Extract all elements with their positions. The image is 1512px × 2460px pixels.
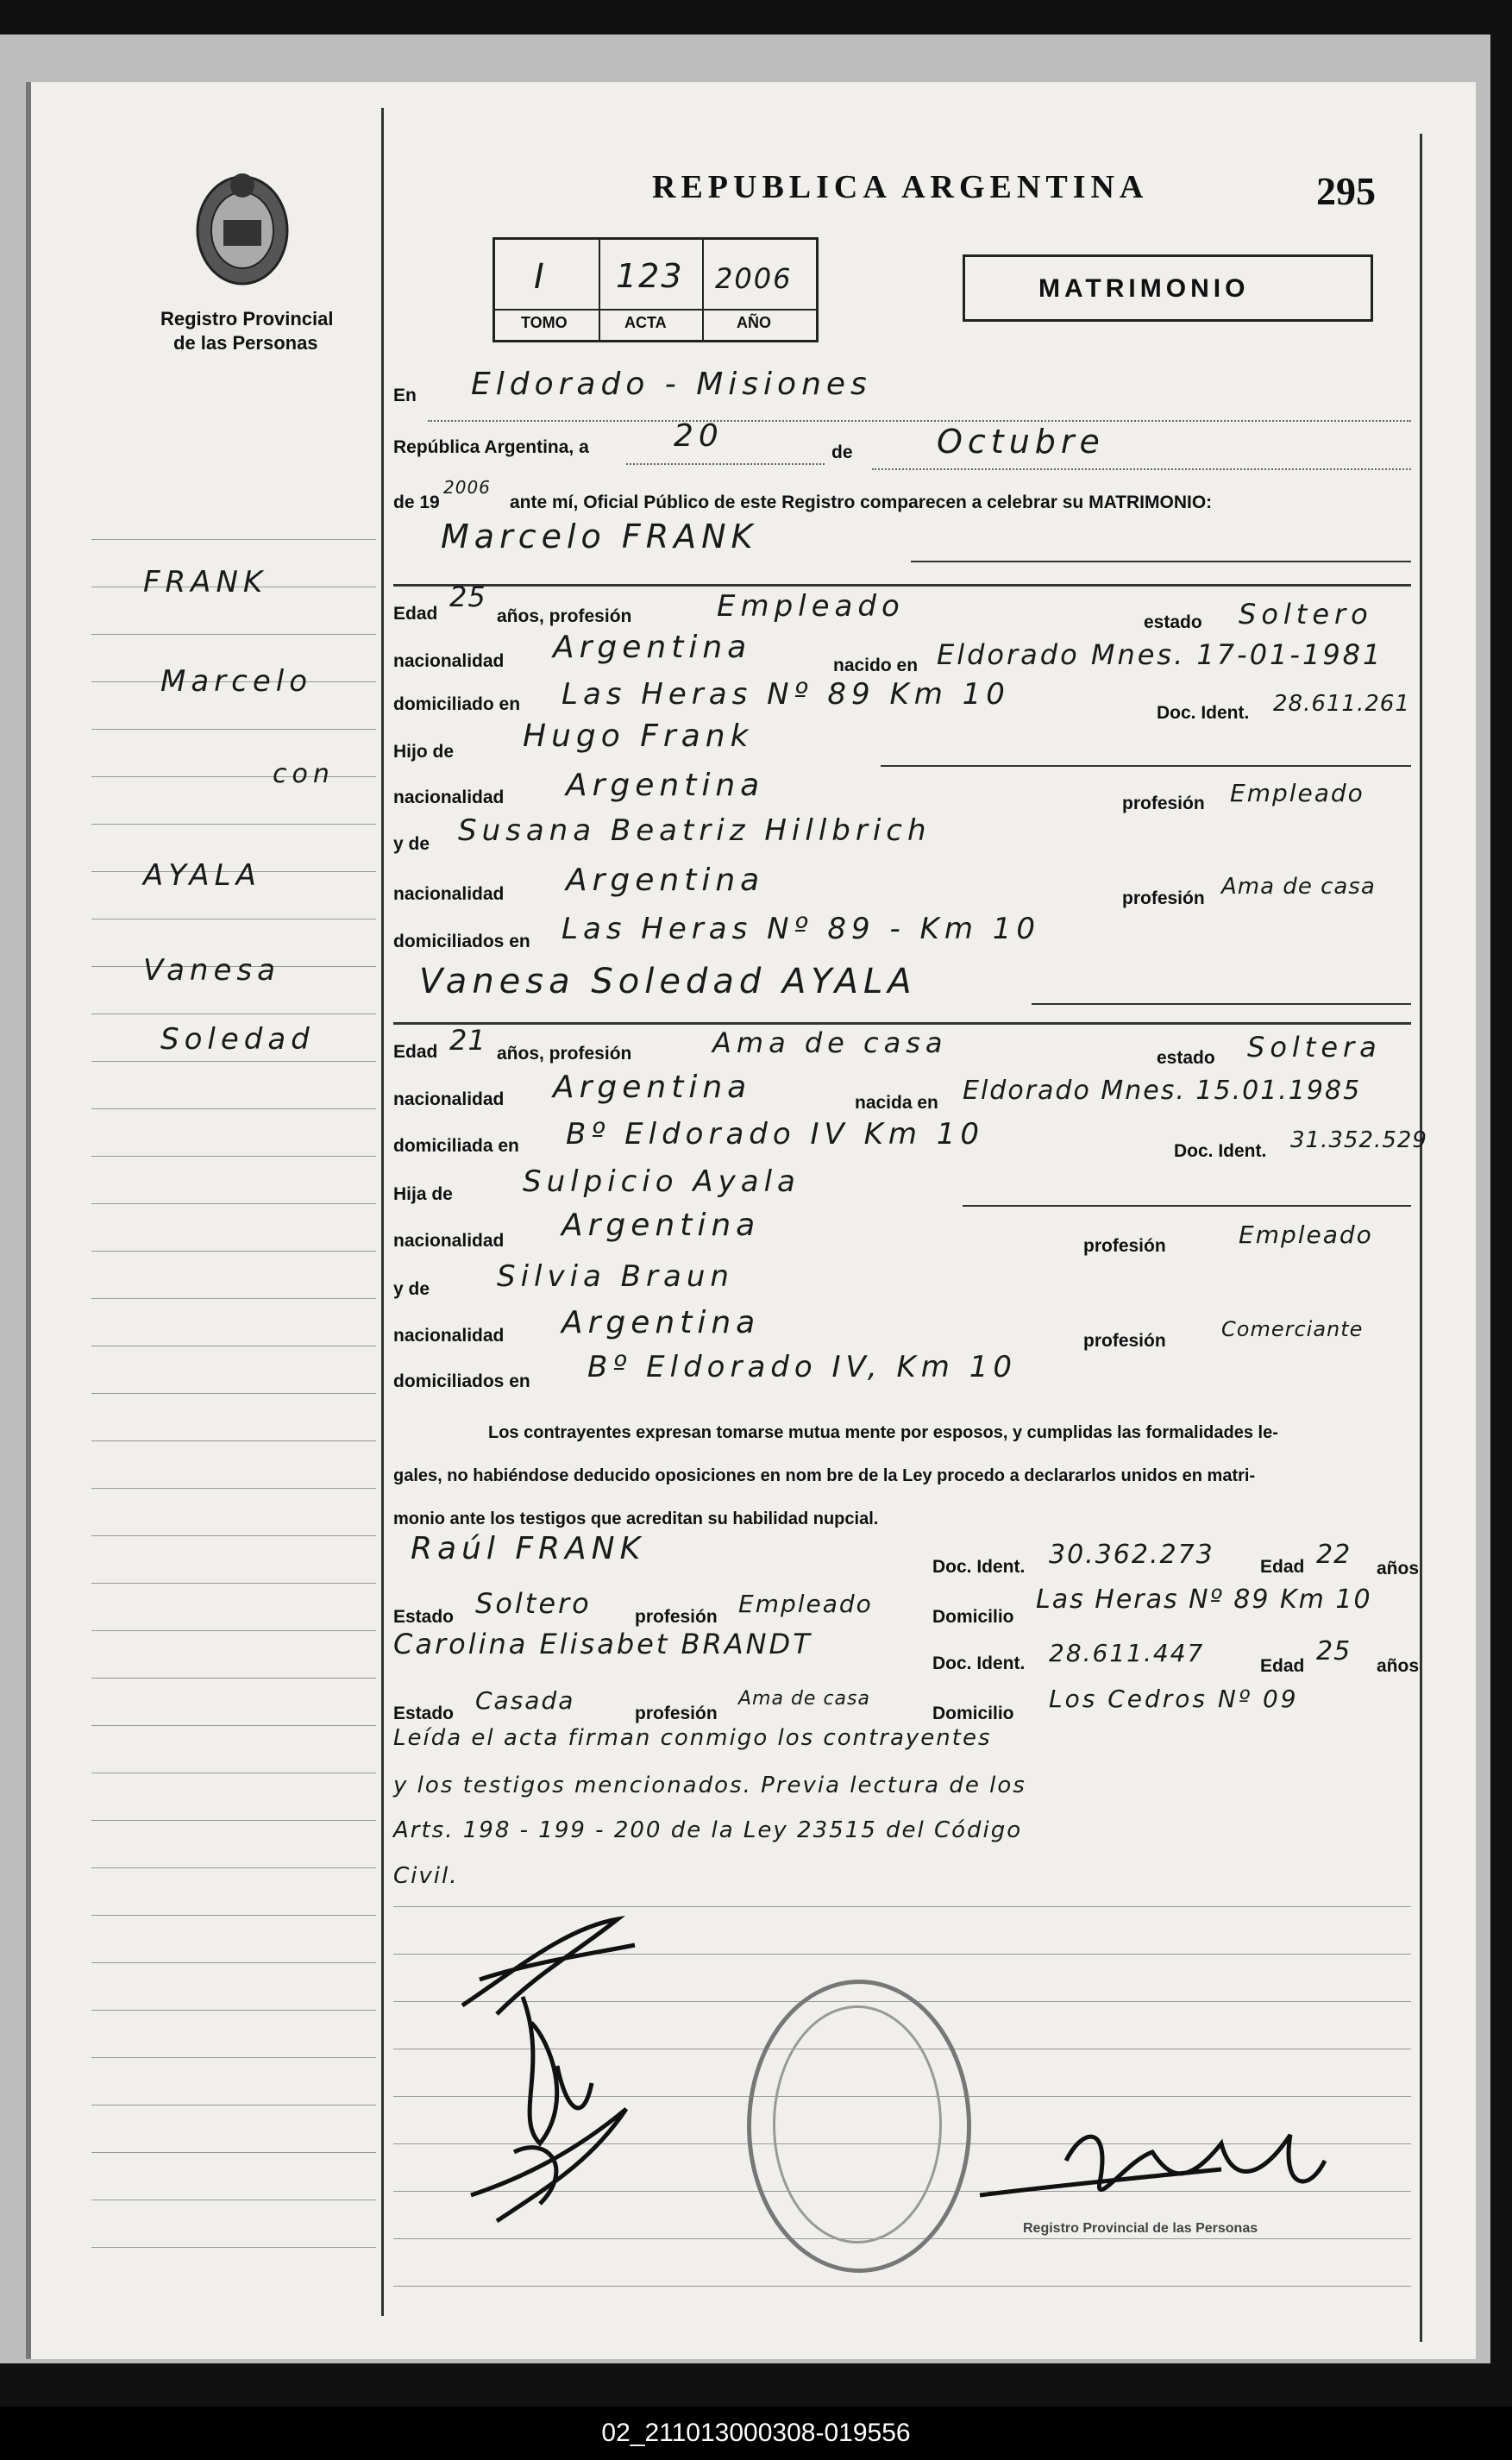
bride-section-rule	[393, 1022, 1411, 1025]
bride-parents-dom-value: Bº Eldorado IV, Km 10	[587, 1350, 1017, 1384]
witness1-name: Raúl FRANK	[411, 1531, 646, 1566]
witness2-estado-value: Casada	[475, 1686, 575, 1715]
bride-nacida-label: nacida en	[855, 1093, 938, 1113]
de19-label: de 19	[393, 493, 440, 512]
bride-father-nac-value: Argentina	[562, 1208, 761, 1243]
bride-yde-label: y de	[393, 1279, 430, 1299]
declaration-line3: monio ante los testigos que acreditan su habilidad nupcial.	[393, 1509, 879, 1528]
witness1-profesion-value: Empleado	[738, 1590, 873, 1618]
witness1-profesion-label: profesión	[635, 1607, 718, 1627]
acta-value: 123	[616, 257, 684, 295]
ano-label: AÑO	[737, 314, 771, 331]
document-page	[26, 82, 1476, 2359]
witness2-edad-value: 25	[1316, 1636, 1352, 1666]
bride-domicilio-value: Bº Eldorado IV Km 10	[566, 1117, 985, 1152]
witness2-profesion-value: Ama de casa	[738, 1688, 870, 1710]
bride-edad-value: 21	[449, 1024, 486, 1057]
groom-father-nac-label: nacionalidad	[393, 788, 505, 807]
groom-mother-value: Susana Beatriz Hillbrich	[458, 813, 932, 848]
official-caption: Registro Provincial de las Personas	[1023, 2221, 1258, 2236]
groom-father-prof-value: Empleado	[1230, 779, 1365, 807]
bride-mother-prof-value: Comerciante	[1221, 1317, 1364, 1341]
closing-note-line2: y los testigos mencionados. Previa lectura de los	[393, 1773, 1026, 1798]
groom-nacionalidad-value: Argentina	[553, 630, 752, 665]
witness1-domicilio-value: Las Heras Nº 89 Km 10	[1036, 1585, 1372, 1615]
bride-name-line	[1032, 1003, 1411, 1005]
witness1-edad-value: 22	[1316, 1540, 1352, 1570]
tomo-value: I	[534, 257, 549, 297]
groom-domicilio-value: Las Heras Nº 89 Km 10	[562, 677, 1010, 712]
groom-father-line	[881, 765, 1411, 767]
groom-profesion-value: Empleado	[717, 589, 905, 624]
groom-estado-label: estado	[1144, 612, 1202, 632]
groom-mother-nac-value: Argentina	[566, 863, 765, 898]
bride-father-line	[963, 1205, 1411, 1207]
en-value: Eldorado - Misiones	[471, 367, 872, 402]
right-border	[1420, 134, 1422, 2342]
groom-parents-dom-label: domiciliados en	[393, 932, 530, 951]
bride-nacionalidad-value: Argentina	[553, 1070, 752, 1105]
groom-section-rule	[393, 584, 1411, 587]
bride-father-prof-label: profesión	[1083, 1236, 1166, 1256]
bride-mother-prof-label: profesión	[1083, 1331, 1166, 1351]
registry-name-line2: de las Personas	[173, 332, 318, 354]
groom-doc-label: Doc. Ident.	[1157, 703, 1250, 723]
month-value: Octubre	[937, 423, 1105, 461]
groom-parents-dom-value: Las Heras Nº 89 - Km 10	[562, 912, 1041, 946]
acta-label: ACTA	[624, 314, 667, 331]
groom-domicilio-label: domiciliado en	[393, 694, 521, 714]
bride-father-nac-label: nacionalidad	[393, 1231, 505, 1251]
margin-note-given-groom: Marcelo	[160, 664, 313, 699]
column-divider	[381, 108, 384, 2316]
witness1-domicilio-label: Domicilio	[932, 1607, 1014, 1627]
witness1-estado-value: Soltero	[475, 1587, 592, 1620]
margin-note-surname-groom: FRANK	[143, 565, 268, 599]
bride-full-name: Vanesa Soledad AYALA	[419, 962, 917, 1001]
coat-of-arms-icon	[191, 168, 294, 289]
groom-nacido-value: Eldorado Mnes. 17-01-1981	[937, 638, 1383, 671]
margin-note-surname-bride: AYALA	[143, 858, 261, 893]
bride-doc-value: 31.352.529	[1290, 1127, 1427, 1153]
bride-father-prof-value: Empleado	[1239, 1221, 1373, 1249]
month-line	[872, 468, 1411, 470]
bride-anos-prof-label: años, profesión	[497, 1044, 632, 1064]
bride-profesion-value: Ama de casa	[712, 1026, 948, 1059]
witness1-anos-label: años	[1377, 1559, 1420, 1578]
groom-father-nac-value: Argentina	[566, 768, 765, 803]
witness1-estado-label: Estado	[393, 1607, 455, 1627]
witness2-doc-label: Doc. Ident.	[932, 1654, 1026, 1673]
closing-note-line1: Leída el acta firman conmigo los contrayentes	[393, 1725, 992, 1751]
de-label: de	[831, 442, 853, 462]
groom-mother-prof-label: profesión	[1122, 888, 1205, 908]
margin-note-con: con	[273, 759, 335, 789]
groom-nacido-label: nacido en	[833, 656, 919, 675]
witness2-name: Carolina Elisabet BRANDT	[393, 1628, 812, 1660]
witness2-domicilio-value: Los Cedros Nº 09	[1049, 1685, 1299, 1713]
contractant-signatures	[445, 1893, 704, 2256]
record-type-box	[963, 254, 1373, 322]
day-line	[626, 463, 825, 465]
groom-hijo-label: Hijo de	[393, 742, 455, 762]
bride-mother-value: Silvia Braun	[497, 1259, 734, 1294]
witness2-doc-value: 28.611.447	[1049, 1639, 1205, 1667]
ano-value: 2006	[715, 262, 793, 295]
witness2-edad-label: Edad	[1260, 1656, 1305, 1676]
bride-parents-dom-label: domiciliados en	[393, 1371, 530, 1391]
bride-edad-label: Edad	[393, 1042, 438, 1062]
witness2-anos-label: años	[1377, 1656, 1420, 1676]
bride-nacida-value: Eldorado Mnes. 15.01.1985	[963, 1076, 1362, 1106]
bride-doc-label: Doc. Ident.	[1174, 1141, 1267, 1161]
year-value: 2006	[443, 477, 491, 498]
groom-full-name: Marcelo FRANK	[441, 518, 758, 555]
groom-edad-label: Edad	[393, 604, 438, 624]
witness2-estado-label: Estado	[393, 1704, 455, 1723]
bride-domicilio-label: domiciliada en	[393, 1136, 519, 1156]
record-type-label: MATRIMONIO	[1038, 274, 1250, 303]
closing-note-line4: Civil.	[393, 1863, 459, 1889]
bride-hija-label: Hija de	[393, 1184, 453, 1204]
witness1-doc-value: 30.362.273	[1049, 1540, 1214, 1570]
book-cover	[0, 35, 1490, 2363]
official-seal	[747, 1980, 971, 2273]
registry-name-line1: Registro Provincial	[160, 308, 334, 329]
bride-father-value: Sulpicio Ayala	[523, 1164, 800, 1199]
page-number: 295	[1316, 169, 1376, 213]
day-value: 20	[674, 418, 724, 454]
closing-note-line3: Arts. 198 - 199 - 200 de la Ley 23515 del Código	[393, 1817, 1023, 1843]
witness1-doc-label: Doc. Ident.	[932, 1557, 1026, 1577]
groom-doc-value: 28.611.261	[1273, 691, 1410, 717]
witness1-edad-label: Edad	[1260, 1557, 1305, 1577]
margin-note-given-bride: Vanesa	[143, 953, 280, 988]
country-title: REPUBLICA ARGENTINA	[652, 169, 1149, 205]
groom-yde-label: y de	[393, 834, 430, 854]
witness2-domicilio-label: Domicilio	[932, 1704, 1014, 1723]
en-label: En	[393, 386, 417, 405]
bride-mother-nac-value: Argentina	[562, 1305, 761, 1340]
en-line	[428, 420, 1411, 422]
bride-estado-value: Soltera	[1247, 1031, 1382, 1064]
witness2-profesion-label: profesión	[635, 1704, 718, 1723]
groom-nacionalidad-label: nacionalidad	[393, 651, 505, 671]
declaration-line1: Los contrayentes expresan tomarse mutua mente por esposos, y cumplidas las formalidades le-	[488, 1423, 1278, 1442]
groom-mother-nac-label: nacionalidad	[393, 884, 505, 904]
groom-name-line	[911, 561, 1411, 562]
declaration-line2: gales, no habiéndose deducido oposiciones en nom bre de la Ley procedo a declararlos unidos en matri-	[393, 1466, 1256, 1485]
groom-mother-prof-value: Ama de casa	[1221, 874, 1376, 900]
tomo-label: TOMO	[521, 314, 568, 331]
groom-edad-value: 25	[449, 580, 486, 613]
record-number-table	[492, 237, 819, 342]
republica-label: República Argentina, a	[393, 437, 589, 457]
groom-anos-prof-label: años, profesión	[497, 606, 632, 626]
bride-estado-label: estado	[1157, 1048, 1215, 1068]
groom-father-prof-label: profesión	[1122, 794, 1205, 813]
bride-nacionalidad-label: nacionalidad	[393, 1089, 505, 1109]
ante-text: ante mí, Oficial Público de este Registro comparecen a celebrar su MATRIMONIO:	[510, 493, 1213, 512]
groom-estado-value: Soltero	[1239, 598, 1373, 631]
groom-father-value: Hugo Frank	[523, 719, 754, 754]
margin-note-second-bride: Soledad	[160, 1022, 315, 1057]
document-id-footer: 02_211013000308-019556	[0, 2407, 1512, 2460]
bride-mother-nac-label: nacionalidad	[393, 1326, 505, 1346]
